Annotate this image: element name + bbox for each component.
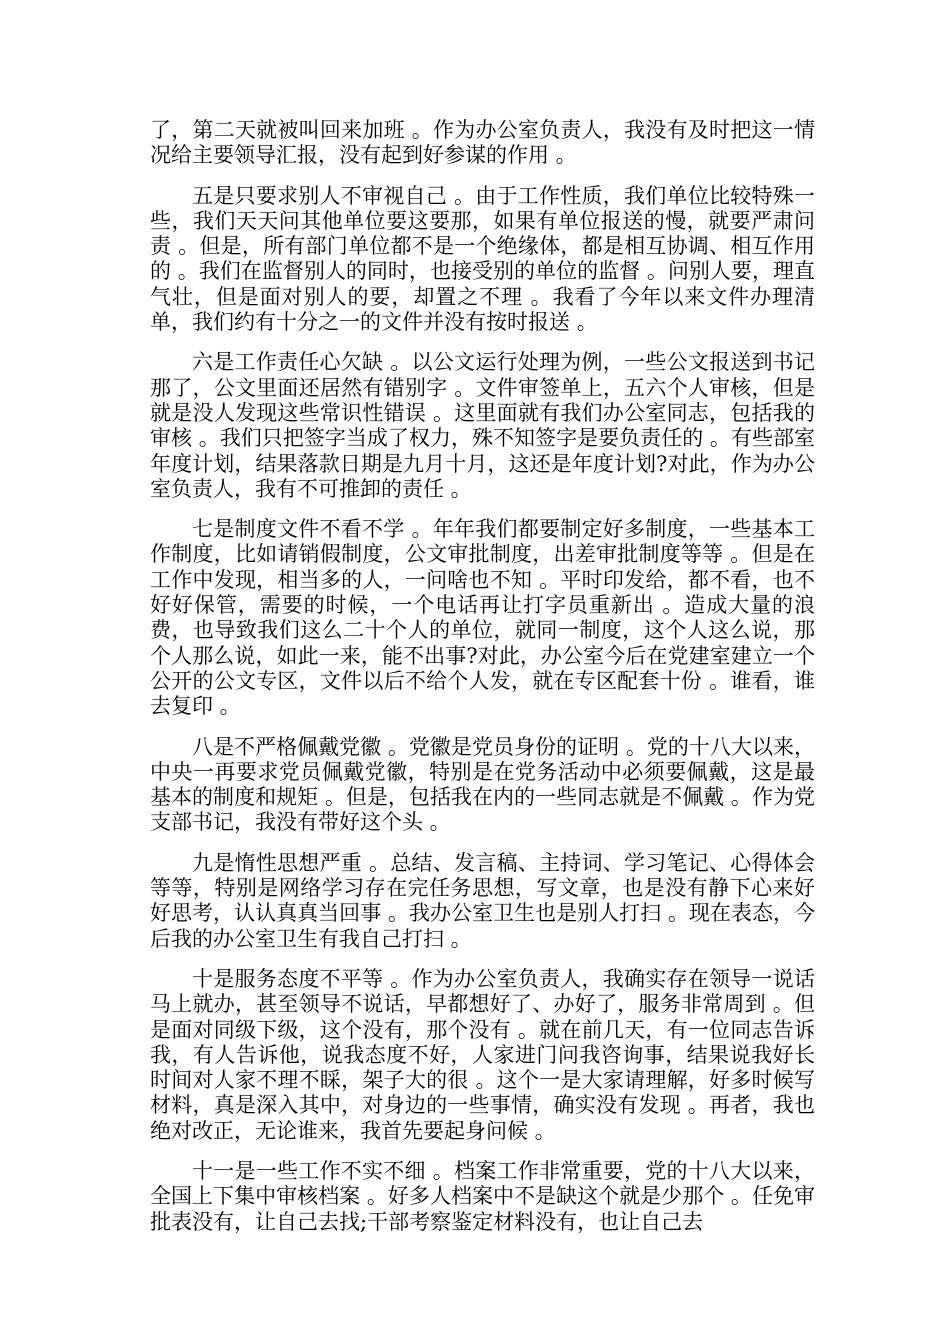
paragraph-nine: 九是惰性思想严重 。总结、发言稿、主持词、学习笔记、心得体会等等，特别是网络学习存在完任务思想，写文章，也是没有静下心来好好思考，认认真真当回事 。我办公室卫生也是别人打扫 。现在表态，今后我的办公室卫生有我自己打扫 。 (150, 850, 815, 951)
paragraph-eleven: 十一是一些工作不实不细 。档案工作非常重要，党的十八大以来，全国上下集中审核档案 。好多人档案中不是缺这个就是少那个 。任免审批表没有，让自己去找;干部考察鉴定材料没有，也让自己去 (150, 1158, 815, 1234)
paragraph-six: 六是工作责任心欠缺 。以公文运行处理为例，一些公文报送到书记那了，公文里面还居然有错别字 。文件审签单上，五六个人审核，但是就是没人发现这些常识性错误 。这里面就有我们办公室同志，包括我的审核 。我们只把签字当成了权力，殊不知签字是要负责任的 。有些部室年度计划，结果落款日期是九月十月，这还是年度计划?对此，作为办公室负责人，我有不可推卸的责任 。 (150, 350, 815, 501)
paragraph-ten: 十是服务态度不平等 。作为办公室负责人，我确实存在领导一说话马上就办，甚至领导不说话，早都想好了、办好了，服务非常周到 。但是面对同级下级，这个没有，那个没有 。就在前几天，有一位同志告诉我，有人告诉他，说我态度不好，人家进门问我咨询事，结果说我好长时间对人家不理不睬，架子大的很 。这个一是大家请理解，好多时候写材料，真是深入其中，对身边的一些事情，确实没有发现 。再者，我也绝对改正，无论谁来，我首先要起身问候 。 (150, 966, 815, 1143)
paragraph-five: 五是只要求别人不审视自己 。由于工作性质，我们单位比较特殊一些，我们天天问其他单位要这要那，如果有单位报送的慢，就要严肃问责 。但是，所有部门单位都不是一个绝缘体，都是相互协调、相互作用的 。我们在监督别人的同时，也接受别的单位的监督 。问别人要，理直气壮，但是面对别人的要，却置之不理 。我看了今年以来文件办理清单，我们约有十分之一的文件并没有按时报送 。 (150, 183, 815, 335)
paragraph-seven: 七是制度文件不看不学 。年年我们都要制定好多制度，一些基本工作制度，比如请销假制度，公文审批制度，出差审批制度等等 。但是在工作中发现，相当多的人，一问啥也不知 。平时印发给，都不看，也不好好保管，需要的时候，一个电话再让打字员重新出 。造成大量的浪费，也导致我们这么二十个人的单位，就同一制度，这个人这么说，那个人那么说，如此一来，能不出事?对此，办公室今后在党建室建立一个公开的公文专区，文件以后不给个人发，就在专区配套十份 。谁看，谁去复印 。 (150, 517, 815, 719)
paragraph-eight: 八是不严格佩戴党徽 。党徽是党员身份的证明 。党的十八大以来，中央一再要求党员佩戴党徽，特别是在党务活动中必须要佩戴，这是最基本的制度和规矩 。但是，包括我在内的一些同志就是不佩戴 。作为党支部书记，我没有带好这个头 。 (150, 734, 815, 835)
paragraph-continuation: 了，第二天就被叫回来加班 。作为办公室负责人，我没有及时把这一情况给主要领导汇报，没有起到好参谋的作用 。 (150, 118, 815, 168)
document-body (150, 118, 815, 1250)
